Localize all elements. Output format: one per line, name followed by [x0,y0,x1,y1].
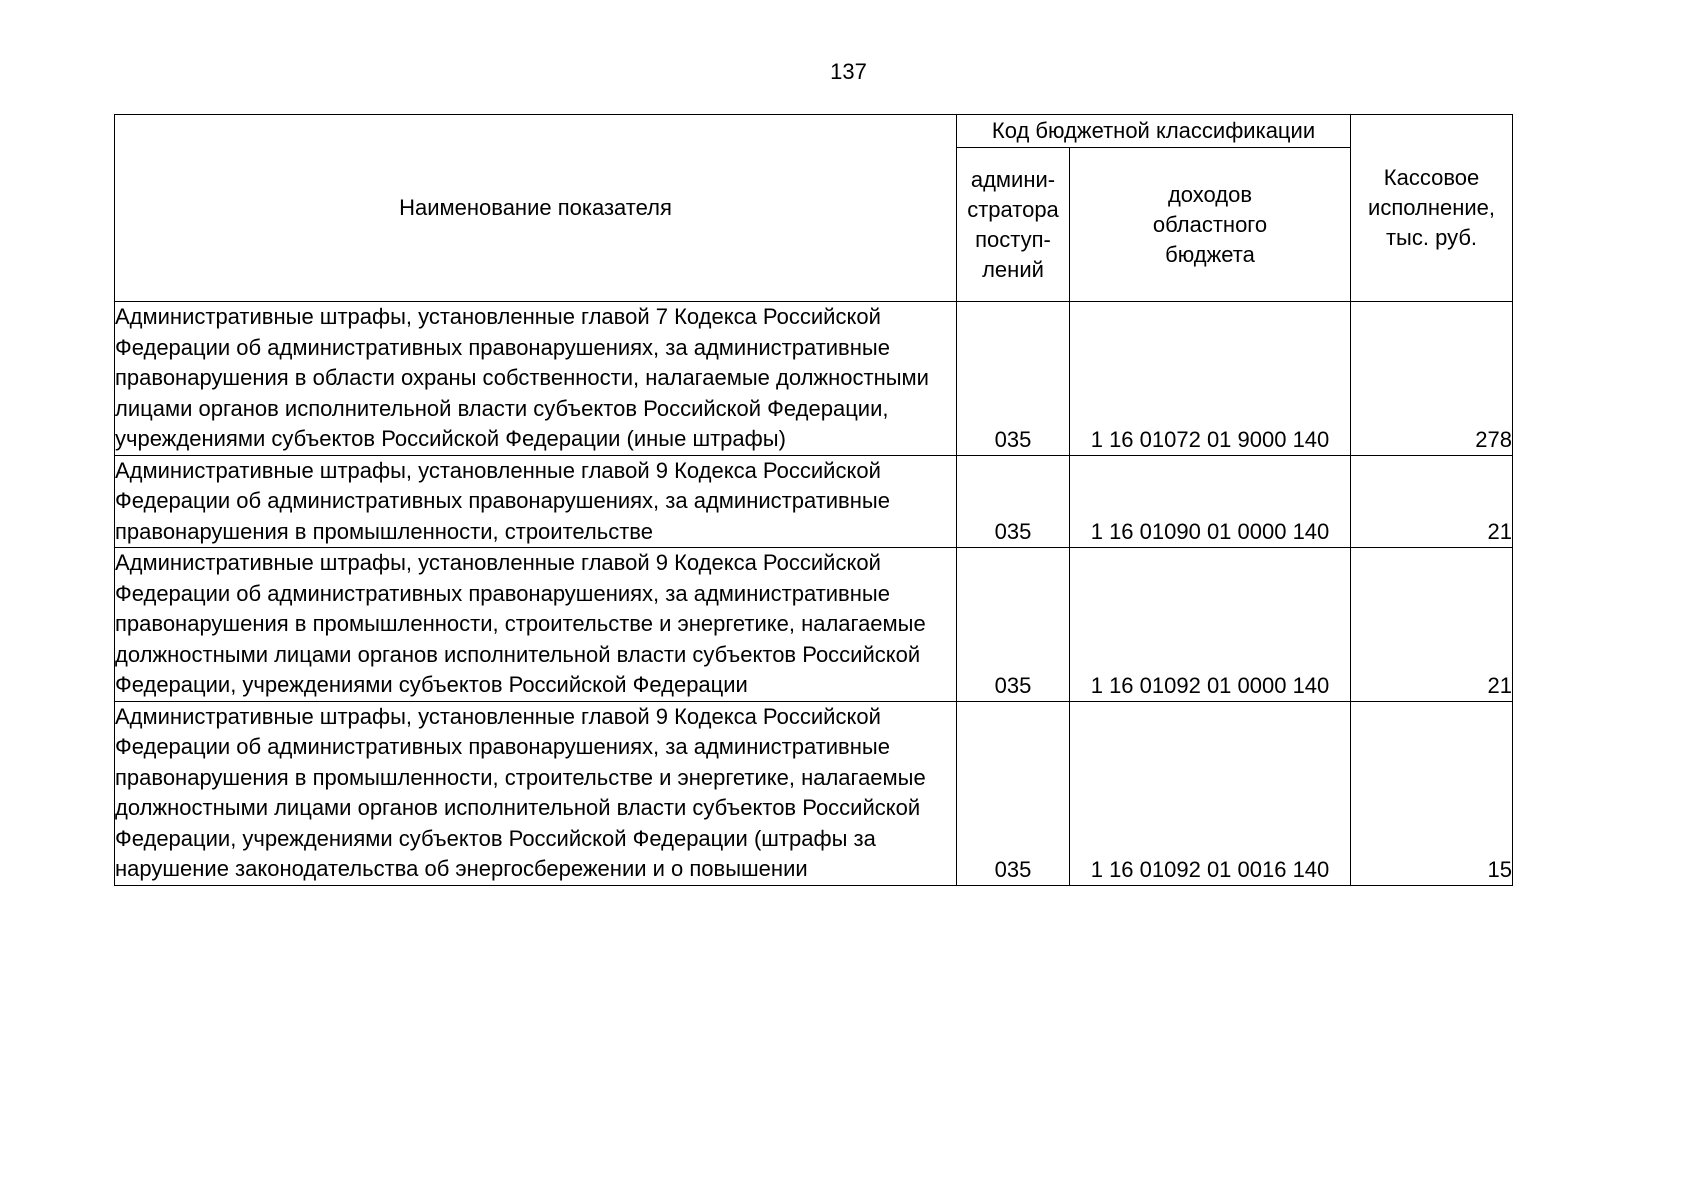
header-admin-code-line-1: админи- [970,166,1056,192]
header-income-code-line-3: бюджета [1165,241,1255,267]
header-admin-code [957,148,1070,302]
row-indicator-name: Административные штрафы, установленные главой 7 Кодекса Российской Федерации об административных правонарушениях, за административные правонарушения в области охраны собственности, налагаемые должностными лицами органов исполнительной власти субъектов Российской Федерации, учреждениями субъектов Российской Федерации (иные штрафы) [115,302,957,456]
table-row [115,548,1513,702]
row-indicator-name: Административные штрафы, установленные главой 9 Кодекса Российской Федерации об административных правонарушениях, за административные правонарушения в промышленности, строительстве и энергетике, налагаемые должностными лицами органов исполнительной власти субъектов Российской Федерации, учреждениями субъектов Российской Федерации [115,548,957,702]
table-row [115,455,1513,548]
row-cash-execution: 21 [1351,455,1513,548]
header-row-top [115,115,1513,148]
header-admin-code-line-2: стратора [967,196,1059,222]
table-row [115,701,1513,885]
row-admin-code: 035 [957,455,1070,548]
header-cash-execution-line-2: исполнение, [1368,195,1495,220]
budget-table [114,114,1513,886]
row-income-code: 1 16 01092 01 0000 140 [1070,548,1351,702]
row-cash-execution: 278 [1351,302,1513,456]
row-admin-code: 035 [957,548,1070,702]
table-header [115,115,1513,302]
header-admin-code-line-3: поступ- [975,226,1051,252]
header-budget-code-group [957,115,1351,148]
row-cash-execution: 21 [1351,548,1513,702]
table-body [115,302,1513,886]
header-income-code-line-1: доходов [1167,181,1253,207]
header-income-code-line-2: областного [1152,211,1268,237]
table-row [115,302,1513,456]
row-admin-code: 035 [957,701,1070,885]
header-income-code [1070,148,1351,302]
row-indicator-name: Административные штрафы, установленные главой 9 Кодекса Российской Федерации об административных правонарушениях, за административные правонарушения в промышленности, строительстве [115,455,957,548]
header-admin-code-line-4: лений [982,256,1044,282]
row-admin-code: 035 [957,302,1070,456]
header-indicator-name [115,115,957,302]
row-income-code: 1 16 01092 01 0016 140 [1070,701,1351,885]
header-cash-execution [1351,115,1513,302]
row-income-code: 1 16 01072 01 9000 140 [1070,302,1351,456]
row-income-code: 1 16 01090 01 0000 140 [1070,455,1351,548]
header-budget-code-group-label: Код бюджетной классификации [991,118,1316,143]
page-number: 137 [830,59,867,84]
row-cash-execution: 15 [1351,701,1513,885]
header-cash-execution-line-3: тыс. руб. [1385,225,1478,250]
header-cash-execution-line-1: Кассовое [1383,165,1480,190]
header-indicator-name-label: Наименование показателя [399,195,672,220]
row-indicator-name: Административные штрафы, установленные главой 9 Кодекса Российской Федерации об административных правонарушениях, за административные правонарушения в промышленности, строительстве и энергетике, налагаемые должностными лицами органов исполнительной власти субъектов Российской Федерации, учреждениями субъектов Российской Федерации (штрафы за нарушение законодательства об энергосбережении и о повышении [115,701,957,885]
